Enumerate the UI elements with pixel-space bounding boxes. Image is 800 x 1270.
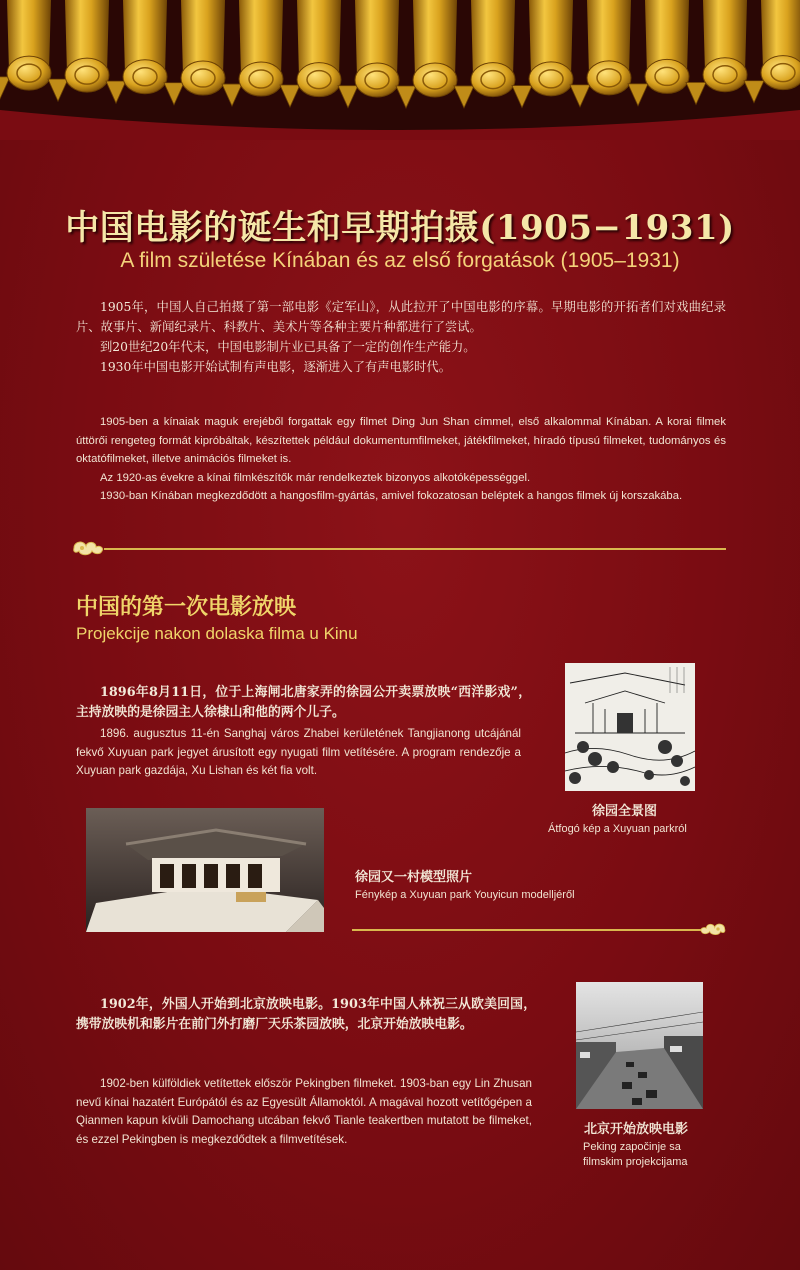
- roof-tile-cap: [529, 62, 573, 96]
- roof-tile-cap: [65, 58, 109, 92]
- roof-tile-cap: [7, 56, 51, 90]
- roof-tile-cap: [355, 63, 399, 97]
- intro-hu-paragraph-1: 1905-ben a kínaiak maguk erejéből forgattak egy filmet Ding Jun Shan címmel, első alkalommal Kínában. A korai filmek úttörői rengeteg formát kipróbáltak, készítettek például dokumentumfilmeket, játékfilmeket, híradó típusú filmeket, tudományos és oktatófilmeket, illetve animációs filmeket is.: [76, 416, 726, 465]
- section-divider-2: [352, 929, 702, 931]
- section-title-cn: 中国的第一次电影放映: [76, 594, 297, 620]
- section3-hu-paragraph: 1902-ben külföldiek vetítettek először Pekingben filmeket. 1903-ban egy Lin Zhusan nevű kínai hazatért Európától és az Egyesült Államoktól. A magával hozott vetítőgépen a Qianmen kapun kívüli Damochang utcában fekvő Tianle teakertben mutatott be filmeket, és ezzel Pekingben is megkezdődtek a filmvetítések.: [76, 1077, 532, 1146]
- roof-tile-cap: [297, 63, 341, 97]
- xuyuan-model-photo: [86, 808, 324, 932]
- roof-tile-cap: [587, 61, 631, 95]
- page-subtitle: A film születése Kínában és az első forgatások (1905–1931): [120, 249, 680, 272]
- section2-hungarian-text: [76, 725, 521, 781]
- photo1-caption-cn: 徐园全景图: [592, 804, 658, 819]
- roof-tiles-decoration: [0, 0, 800, 140]
- photo2-caption-hu: Fénykép a Xuyuan park Youyicun modelljéről: [355, 889, 575, 901]
- roof-tile-cap: [181, 61, 225, 95]
- intro-chinese-text: [76, 297, 726, 377]
- section-divider: [104, 548, 726, 550]
- section2-hu-paragraph: 1896. augusztus 11-én Sanghaj város Zhabei kerületének Tangjianong utcájánál fekvő Xuyuan park jegyet árusított egy nyugati film vetítésére. A program rendezője a Xuyuan park gazdája, Xu Lishan és két fia volt.: [76, 727, 521, 777]
- xuyuan-panorama-photo: [565, 663, 695, 791]
- section2-cn-paragraph: 1896年8月11日，位于上海闸北唐家弄的徐园公开卖票放映“西洋影戏”，主持放映的是徐园主人徐棣山和他的两个儿子。: [76, 685, 531, 720]
- roof-tile-cap: [123, 60, 167, 94]
- section3-chinese-text: [76, 995, 536, 1035]
- roof-tile-cap: [413, 63, 457, 97]
- cloud-ornament-icon: [70, 537, 106, 559]
- intro-hungarian-text: [76, 413, 726, 506]
- roof-tile-cap: [645, 59, 689, 93]
- roof-tile-cap: [239, 62, 283, 96]
- cloud-ornament-icon: [698, 918, 728, 940]
- section2-chinese-text: [76, 683, 531, 723]
- section3-cn-paragraph: 1902年，外国人开始到北京放映电影。1903年中国人林祝三从欧美回国，携带放映机和影片在前门外打磨厂天乐茶园放映，北京开始放映电影。: [76, 997, 536, 1032]
- roof-tile-cap: [703, 58, 747, 92]
- beijing-street-photo: [576, 982, 703, 1109]
- intro-hu-paragraph-2: Az 1920-as évekre a kínai filmkészítők már rendelkeztek bizonyos alkotóképességgel.: [100, 471, 531, 484]
- photo2-caption-cn: 徐园又一村模型照片: [355, 870, 473, 885]
- section-title-hr: Projekcije nakon dolaska filma u Kinu: [76, 624, 358, 643]
- roof-tile-cap: [471, 63, 515, 97]
- photo1-caption-hu: Átfogó kép a Xuyuan parkról: [548, 823, 687, 835]
- intro-hu-paragraph-3: 1930-ban Kínában megkezdődött a hangosfilm-gyártás, amivel fokozatosan beléptek a hangos filmek új korszakába.: [100, 490, 683, 502]
- photo3-caption-hr: Peking započinje sa filmskim projekcijama: [583, 1141, 688, 1168]
- page-title: 中国电影的诞生和早期拍摄(1905−1931): [65, 208, 735, 248]
- intro-cn-paragraph-3: 1930年中国电影开始试制有声电影，逐渐进入了有声电影时代。: [100, 360, 452, 374]
- photo3-caption-cn: 北京开始放映电影: [584, 1122, 689, 1137]
- intro-cn-paragraph-1: 1905年，中国人自己拍摄了第一部电影《定军山》，从此拉开了中国电影的序幕。早期电影的开拓者们对戏曲纪录片、故事片、新闻纪录片、科教片、美术片等各种主要片种都进行了尝试。: [76, 300, 726, 334]
- roof-tile-cap: [761, 56, 800, 90]
- intro-cn-paragraph-2: 到20世纪20年代末，中国电影制片业已具备了一定的创作生产能力。: [100, 340, 476, 354]
- section3-hungarian-text: [76, 1075, 532, 1149]
